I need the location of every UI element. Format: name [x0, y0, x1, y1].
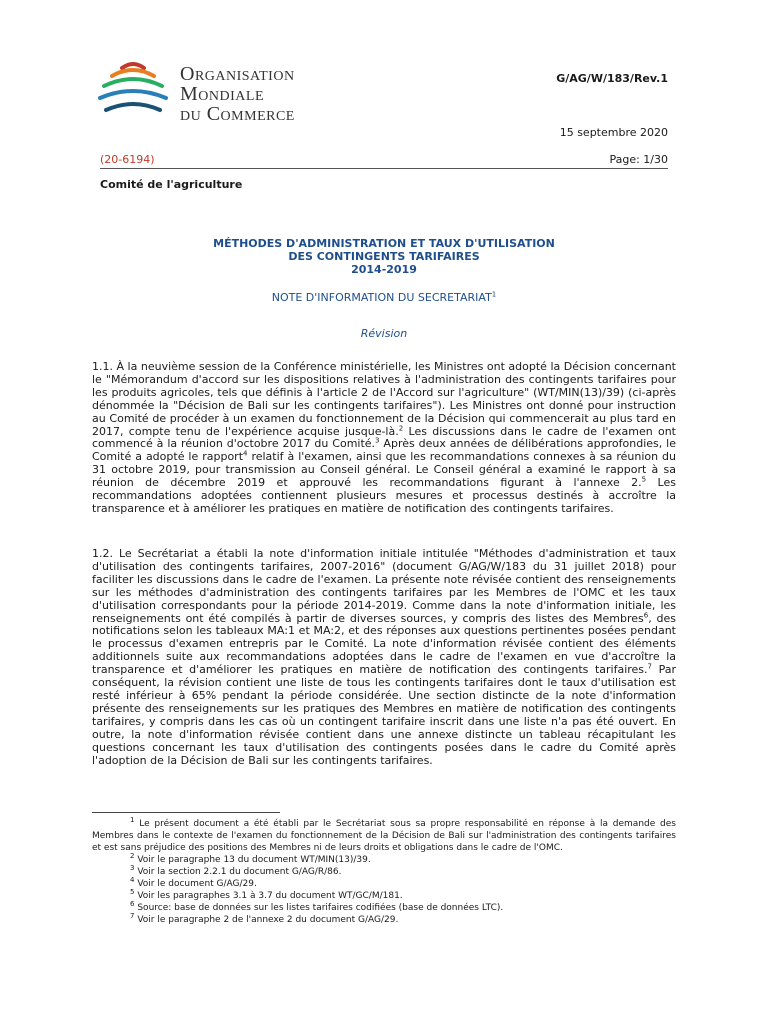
title-line-1: MÉTHODES D'ADMINISTRATION ET TAUX D'UTILISATION [213, 237, 555, 250]
footnote-text: Voir le paragraphe 13 du document WT/MIN(13)/39. [137, 855, 371, 865]
footnote-number: 7 [130, 912, 135, 920]
footnote-ref: 4 [243, 449, 248, 458]
footnote-text: Voir les paragraphes 3.1 à 3.7 du document WT/GC/M/181. [137, 891, 403, 901]
footnote-number: 1 [130, 816, 135, 824]
footnote-ref: 1 [491, 290, 497, 299]
footnote-ref: 6 [643, 610, 649, 619]
text-run: 1.2. Le Secrétariat a établi la note d'information initiale intitulée "Méthodes d'administration et taux d'utilisation des contingents tarifaires, 2007-2016" (document G/AG/W/183 du 31 juillet 2018) pour faciliter les discussions dans le cadre de l'examen. La présente note révisée contient des renseignements sur les méthodes d'administration des contingents tarifaires par les Membres de l'OMC et les taux d'utilisation correspondants pour la période 2014-2019. Comme dans la note d'information initiale, les renseignements ont été compilés à partir de diverses sources, y compris des listes des Membres [92, 547, 676, 625]
footnote-ref: 3 [375, 436, 380, 445]
footnote-7 [92, 914, 676, 926]
text-run: Les discussions dans le cadre de l'examen ont commencé à la réunion d'octobre 2017 du Comité. [92, 424, 676, 451]
footnote-2 [92, 854, 676, 866]
document-symbol: G/AG/W/183/Rev.1 [556, 72, 668, 85]
document-date: 15 septembre 2020 [559, 126, 668, 139]
text-run: Les recommandations adoptées contiennent plusieurs mesures et processus destinés à accroître la transparence et à améliorer les pratiques en matière de notification des contingents tarifaires. [92, 476, 676, 515]
footnote-text: Source: base de données sur les listes tarifaires codifiées (base de données LTC). [137, 903, 504, 913]
footnote-text: Voir le paragraphe 2 de l'annexe 2 du document G/AG/29. [137, 915, 399, 925]
footnote-ref: 2 [398, 423, 404, 432]
footnote-number: 4 [130, 876, 135, 884]
footnotes [92, 818, 676, 926]
reference-number: (20-6194) [100, 153, 155, 166]
organisation-name [180, 64, 295, 124]
org-line-2: Mondiale [180, 83, 264, 105]
note-heading [100, 291, 668, 304]
page-number: Page: 1/30 [609, 153, 668, 166]
footnote-text: Voir la section 2.2.1 du document G/AG/R/86. [137, 867, 342, 877]
wto-logo-icon [92, 58, 174, 122]
text-run: Par conséquent, la révision contient une liste de tous les contingents tarifaires dont le taux d'utilisation est resté inférieur à 65% pendant la période considérée. Une section distincte de la note d'information présente des renseignements sur les pratiques des Membres en matière de notification des contingents tarifaires, y compris dans les cas où un contingent tarifaire inscrit dans une liste n'a pas été ouvert. En outre, la note d'information révisée contient dans une annexe distincte un tableau récapitulant les questions concernant les taux d'utilisation des contingents posées dans le cadre du Comité après l'adoption de la Décision de Bali sur les contingents tarifaires. [92, 663, 676, 767]
committee-name: Comité de l'agriculture [100, 178, 243, 191]
footnote-1 [92, 818, 676, 854]
text-run: Après deux années de délibérations approfondies, le Comité a adopté le rapport [92, 437, 676, 464]
footnote-number: 2 [130, 852, 135, 860]
footnote-text: Le présent document a été établi par le Secrétariat sous sa propre responsabilité en réponse à la demande des Membres dans le contexte de l'examen du fonctionnement de la Décision de Bali sur l'administration des contingents tarifaires et est sans préjudice des positions des Membres ni de leurs droits et obligations dans le cadre de l'OMC. [92, 819, 676, 853]
footnote-5 [92, 890, 676, 902]
revision-label: Révision [360, 327, 408, 340]
header-divider [100, 168, 668, 169]
footnote-number: 3 [130, 864, 135, 872]
org-line-1: Organisation [180, 63, 295, 85]
note-text: NOTE D'INFORMATION DU SECRETARIAT [271, 291, 492, 304]
footnote-3 [92, 866, 676, 878]
footnote-number: 5 [130, 888, 135, 896]
document-title [100, 237, 668, 276]
footnote-number: 6 [130, 900, 135, 908]
paragraph-1-1 [92, 361, 676, 516]
title-line-2: DES CONTINGENTS TARIFAIRES [288, 250, 480, 263]
footnote-divider [92, 812, 280, 813]
paragraph-1-2 [92, 548, 676, 767]
footnote-ref: 7 [647, 662, 652, 671]
text-run: 1.1. À la neuvième session de la Conférence ministérielle, les Ministres ont adopté la Décision concernant le "Mémorandum d'accord sur les dispositions relatives à l'administration des contingents tarifaires pour les produits agricoles, tels que définis à l'article 2 de l'Accord sur l'agriculture" (WT/MIN(13)/39) (ci-après dénommée la "Décision de Bali sur les contingents tarifaires"). Les Ministres ont donné pour instruction au Comité de procéder à un examen du fonctionnement de la Décision qui commencerait au plus tard en 2017, compte tenu de l'expérience acquise jusque-là. [92, 360, 676, 438]
text-run: relatif à l'examen, ainsi que les recommandations connexes à sa réunion du 31 octobre 2019, pour transmission au Conseil général. Le Conseil général a examiné le rapport à sa réunion de décembre 2019 et approuvé les recommandations figurant à l'annexe 2. [92, 450, 676, 490]
footnote-text: Voir le document G/AG/29. [137, 879, 257, 889]
footnote-4 [92, 878, 676, 890]
title-line-3: 2014-2019 [351, 263, 417, 276]
footnote-ref: 5 [641, 475, 647, 484]
text-run: , des notifications selon les tableaux MA:1 et MA:2, et des réponses aux questions pertinentes posées pendant le processus d'examen entrepris par le Comité. La note d'information révisée contient des éléments additionnels suite aux recommandations adoptées dans le cadre de l'examen en vue d'accroître la transparence et d'améliorer les pratiques en matière de notification des contingents tarifaires. [92, 611, 676, 677]
footnote-6 [92, 902, 676, 914]
org-line-3: du Commerce [180, 103, 295, 125]
